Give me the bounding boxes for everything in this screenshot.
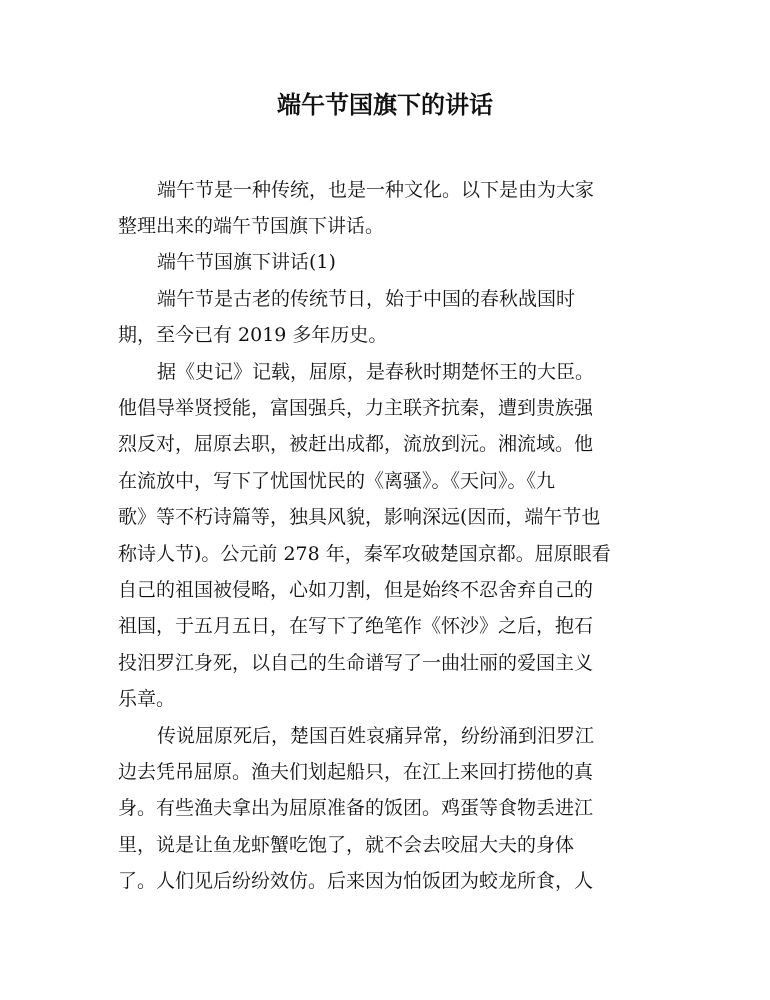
paragraph-line: 端午节是一种传统，也是一种文化。以下是由为大家 — [157, 179, 595, 201]
paragraph-line: 里，说是让鱼龙虾蟹吃饱了，就不会去咬屈大夫的身体 — [118, 834, 575, 856]
paragraph-line: 乐章。 — [118, 688, 176, 710]
paragraph-line: 自己的祖国被侵略，心如刀割，但是始终不忍舍弃自己的 — [118, 579, 594, 601]
paragraph-line: 称诗人节)。公元前 278 年，秦军攻破楚国京都。屈原眼看 — [118, 543, 611, 565]
paragraph-line: 传说屈原死后，楚国百姓哀痛异常，纷纷涌到汨罗江 — [157, 725, 595, 747]
paragraph-line: 了。人们见后纷纷效仿。后来因为怕饭团为蛟龙所食，人 — [118, 870, 594, 892]
paragraph-line: 期，至今已有 2019 多年历史。 — [118, 324, 388, 346]
section-heading: 端午节国旗下讲话(1) — [157, 251, 336, 273]
paragraph-line: 他倡导举贤授能，富国强兵，力主联齐抗秦，遭到贵族强 — [118, 397, 594, 419]
paragraph-line: 边去凭吊屈原。渔夫们划起船只，在江上来回打捞他的真 — [118, 761, 594, 783]
paragraph-line: 投汨罗江身死，以自己的生命谱写了一曲壮丽的爱国主义 — [118, 652, 594, 674]
paragraph-line: 祖国，于五月五日，在写下了绝笔作《怀沙》之后，抱石 — [118, 615, 594, 637]
paragraph-line: 据《史记》记载，屈原，是春秋时期楚怀王的大臣。 — [157, 361, 595, 383]
paragraph-line: 端午节是古老的传统节日，始于中国的春秋战国时 — [157, 288, 576, 310]
paragraph-line: 烈反对，屈原去职，被赶出成都，流放到沅。湘流域。他 — [118, 433, 594, 455]
paragraph-line: 身。有些渔夫拿出为屈原准备的饭团。鸡蛋等食物丢进江 — [118, 797, 594, 819]
paragraph-line: 歌》等不朽诗篇等，独具风貌，影响深远(因而，端午节也 — [118, 506, 601, 528]
paragraph-line: 在流放中，写下了忧国忧民的《离骚》。《天问》。《九 — [118, 470, 556, 492]
paragraph-line: 整理出来的端午节国旗下讲话。 — [118, 215, 385, 237]
document-title: 端午节国旗下的讲话 — [277, 91, 493, 119]
